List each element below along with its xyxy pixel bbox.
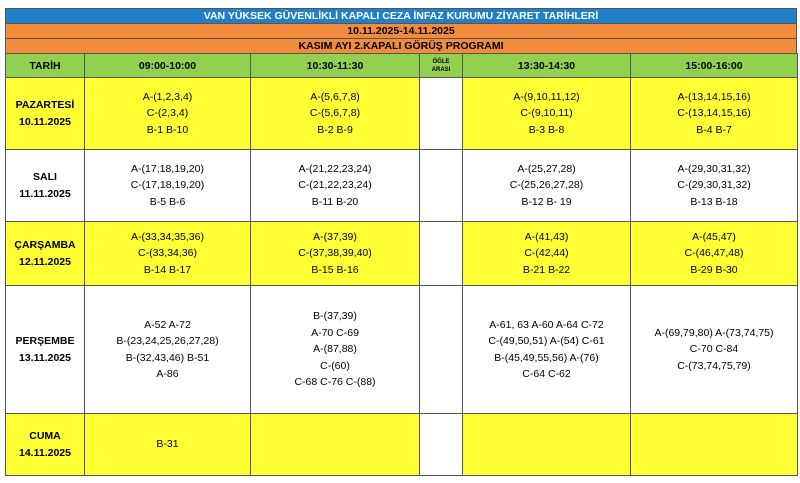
visit-group: A-70 C-69 [311, 326, 359, 339]
day-date: 10.11.2025 [19, 115, 71, 128]
day-row [6, 150, 798, 222]
day-date: 11.11.2025 [19, 187, 71, 200]
slot-cell-slot4 [631, 150, 798, 222]
visit-group: B-5 B-6 [149, 195, 186, 208]
visit-group: B-14 B-17 [143, 263, 192, 276]
slot-cell-slot1 [85, 78, 251, 150]
visit-group: B-(32,43,46) B-51 [125, 351, 210, 364]
day-name: ÇARŞAMBA [14, 239, 76, 251]
slot-cell-slot3 [463, 150, 631, 222]
col-header-lunch-break [420, 54, 463, 78]
visit-group: C-(25,26,27,28) [509, 179, 584, 192]
day-name: PAZARTESİ [15, 99, 75, 111]
visit-group: B-4 B-7 [696, 123, 732, 136]
visit-group: C-(9,10,11) [520, 107, 573, 120]
visit-group: A-(17,18,19,20) [131, 162, 204, 175]
visit-schedule-table [5, 53, 798, 476]
date-range-bar: 10.11.2025-14.11.2025 [5, 23, 797, 38]
visit-group: A-(25,27,28) [517, 162, 576, 175]
schedule-sheet [5, 8, 797, 476]
schedule-body [6, 78, 798, 476]
day-date: 13.11.2025 [19, 351, 71, 364]
slot-cell-slot4 [631, 286, 798, 414]
slot-cell-slot2 [251, 222, 420, 286]
visit-group: A-(45,47) [692, 230, 736, 243]
visit-group: C-(13,14,15,16) [677, 107, 751, 120]
lunch-break-cell [420, 222, 463, 286]
visit-group: A-(13,14,15,16) [677, 90, 751, 103]
visit-group: A-(87,88) [313, 343, 357, 356]
title-bar: VAN YÜKSEK GÜVENLİKLİ KAPALI CEZA İNFAZ KURUMU ZİYARET TARİHLERİ [5, 8, 797, 23]
slot-cell-slot4 [631, 222, 798, 286]
slot-cell-slot2 [251, 286, 420, 414]
visit-group: B-21 B-22 [522, 263, 571, 276]
visit-group: B-15 B-16 [311, 263, 359, 276]
slot-cell-slot4 [631, 78, 798, 150]
lunch-break-line1: ÖĞLE [432, 58, 450, 65]
visit-group: A-(5,6,7,8) [310, 90, 360, 103]
day-cell [6, 78, 85, 150]
visit-group: C-(49,50,51) A-(54) C-61 [488, 335, 605, 347]
visit-group: B-(45,49,55,56) A-(76) [494, 351, 599, 364]
visit-group: B-(37,39) [313, 310, 357, 323]
visit-group: C-64 C-62 [522, 368, 571, 380]
lunch-break-line2: ARASI [431, 66, 451, 73]
visit-group: C-70 C-84 [689, 343, 739, 356]
visit-group: B-(23,24,25,26,27,28) [116, 335, 219, 347]
slot-cell-slot2 [251, 78, 420, 150]
visit-group: B-1 B-10 [146, 123, 189, 136]
visit-group: B-12 B- 19 [521, 195, 572, 208]
visit-group: A-86 [156, 368, 179, 380]
slot-cell-slot2 [251, 150, 420, 222]
visit-group: A-52 A-72 [144, 318, 191, 331]
visit-group: A-(69,79,80) A-(73,74,75) [654, 326, 774, 339]
slot-cell-slot1 [85, 286, 251, 414]
visit-group: C-(60) [320, 359, 350, 372]
lunch-break-cell [420, 78, 463, 150]
slot-cell-slot2 [251, 414, 420, 476]
slot-cell-slot3 [463, 222, 631, 286]
slot-cell-slot1 [85, 150, 251, 222]
day-cell [6, 222, 85, 286]
day-name: SALI [33, 171, 57, 183]
slot-cell-slot3 [463, 78, 631, 150]
slot-cell-slot1 [85, 414, 251, 476]
day-cell [6, 286, 85, 414]
visit-group: C-(46,47,48) [684, 247, 744, 260]
visit-group: A-(37,39) [313, 230, 357, 243]
lunch-break-cell [420, 414, 463, 476]
col-header-slot1: 09:00-10:00 [85, 54, 251, 78]
visit-group: A-(1,2,3,4) [142, 90, 193, 103]
header-row [6, 54, 798, 78]
program-bar: KASIM AYI 2.KAPALI GÖRÜŞ PROGRAMI [5, 38, 797, 53]
day-cell [6, 414, 85, 476]
slot-cell-slot4 [631, 414, 798, 476]
slot-cell-slot3 [463, 286, 631, 414]
visit-group: C-(21,22,23,24) [298, 179, 372, 192]
visit-group: C-(17,18,19,20) [130, 179, 205, 192]
day-date: 12.11.2025 [19, 255, 71, 268]
slot-cell-slot1 [85, 222, 251, 286]
visit-group: A-(9,10,11,12) [513, 90, 580, 103]
visit-group: C-(5,6,7,8) [309, 107, 361, 120]
lunch-break-cell [420, 286, 463, 414]
visit-group: B-31 [156, 438, 179, 451]
day-cell [6, 150, 85, 222]
visit-group: A-(41,43) [524, 230, 569, 243]
day-row [6, 414, 798, 476]
day-row [6, 78, 798, 150]
day-row [6, 222, 798, 286]
day-date: 14.11.2025 [19, 446, 71, 459]
visit-group: A-(29,30,31,32) [677, 162, 751, 175]
visit-group: A-(21,22,23,24) [298, 162, 372, 175]
col-header-slot4: 15:00-16:00 [631, 54, 798, 78]
col-header-slot2: 10:30-11:30 [251, 54, 420, 78]
slot-cell-slot3 [463, 414, 631, 476]
visit-group: A-(33,34,35,36) [131, 230, 204, 243]
visit-group: B-2 B-9 [317, 123, 353, 136]
lunch-break-cell [420, 150, 463, 222]
visit-group: C-(73,74,75,79) [677, 359, 751, 372]
visit-group: C-(29,30,31,32) [677, 179, 751, 192]
visit-group: C-(33,34,36) [138, 247, 197, 260]
day-row [6, 286, 798, 414]
visit-group: C-(37,38,39,40) [298, 247, 372, 260]
day-name: CUMA [29, 430, 61, 442]
col-header-slot3: 13:30-14:30 [463, 54, 631, 78]
visit-group: C-(42,44) [524, 247, 569, 260]
col-header-date: TARİH [6, 54, 85, 78]
visit-group: B-13 B-18 [690, 195, 738, 208]
visit-group: A-61, 63 A-60 A-64 C-72 [489, 318, 604, 331]
visit-group: C-68 C-76 C-(88) [294, 376, 376, 389]
day-name: PERŞEMBE [15, 335, 75, 347]
visit-group: B-11 B-20 [311, 195, 359, 208]
visit-group: C-(2,3,4) [146, 107, 189, 120]
visit-group: B-29 B-30 [690, 263, 738, 276]
visit-group: B-3 B-8 [528, 123, 565, 136]
